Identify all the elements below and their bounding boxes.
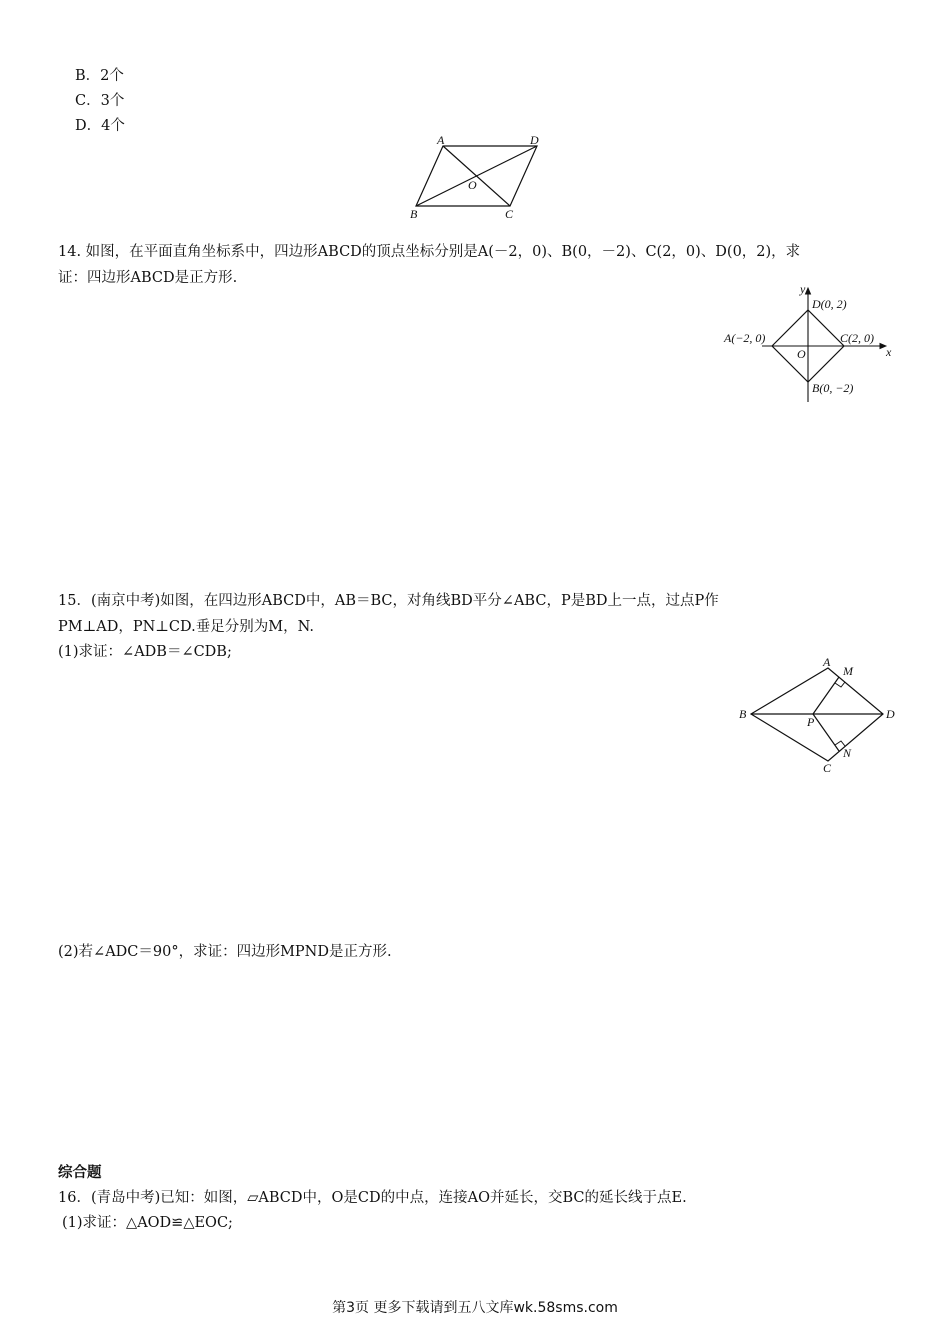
label-n: N bbox=[843, 746, 852, 760]
segment-pn bbox=[813, 714, 839, 751]
option-b-text: 2个 bbox=[100, 68, 124, 84]
question-15-part-1: (1)求证：∠ADB＝∠CDB; bbox=[58, 644, 232, 660]
right-angle-m bbox=[835, 682, 845, 687]
question-15-line-2: PM⊥AD，PN⊥CD.垂足分别为M，N. bbox=[58, 619, 314, 635]
segment-pm bbox=[813, 677, 839, 714]
label-d: D bbox=[886, 707, 895, 721]
y-axis-label: y bbox=[800, 282, 806, 296]
coordinate-square-figure bbox=[722, 282, 894, 407]
label-d-coord: D(0, 2) bbox=[812, 297, 847, 311]
diagonal-bd bbox=[416, 146, 537, 206]
label-b: B bbox=[410, 207, 418, 221]
question-14-line-1: 14. 如图，在平面直角坐标系中，四边形ABCD的顶点坐标分别是A(－2，0)、B(0，－2)、C(2，0)、D(0，2)，求 bbox=[58, 244, 801, 260]
option-b bbox=[75, 64, 124, 85]
question-15-part-2: (2)若∠ADC＝90°，求证：四边形MPND是正方形. bbox=[58, 944, 392, 960]
label-c: C bbox=[823, 761, 832, 775]
question-15-line-1: 15．(南京中考)如图，在四边形ABCD中，AB＝BC，对角线BD平分∠ABC，P是BD上一点，过点P作 bbox=[58, 593, 719, 609]
option-c-text: 3个 bbox=[100, 93, 125, 109]
label-m: M bbox=[843, 664, 853, 678]
section-title: 综合题 bbox=[58, 1165, 102, 1181]
question-16-line-1: 16．(青岛中考)已知：如图，▱ABCD中，O是CD的中点，连接AO并延长，交BC的延长线于点E. bbox=[58, 1190, 687, 1206]
label-c-coord: C(2, 0) bbox=[840, 331, 874, 345]
question-14-line-2: 证：四边形ABCD是正方形. bbox=[58, 270, 238, 286]
parallelogram-figure bbox=[400, 130, 560, 225]
label-a: A bbox=[437, 133, 445, 147]
label-p: P bbox=[807, 715, 815, 729]
label-a: A bbox=[823, 655, 831, 669]
option-d-letter: D． bbox=[75, 118, 102, 134]
label-a-coord: A(−2, 0) bbox=[724, 331, 766, 345]
page-footer: 第3页 更多下载请到五八文库wk.58sms.com bbox=[332, 1300, 618, 1316]
option-d bbox=[75, 114, 125, 135]
label-b-coord: B(0, −2) bbox=[812, 381, 854, 395]
x-axis-label: x bbox=[886, 345, 892, 359]
question-16-part-1: (1)求证：△AOD≌△EOC; bbox=[62, 1215, 233, 1231]
label-b: B bbox=[739, 707, 747, 721]
label-o: O bbox=[468, 178, 477, 192]
label-c: C bbox=[505, 207, 514, 221]
option-d-text: 4个 bbox=[101, 118, 125, 134]
label-d: D bbox=[530, 133, 539, 147]
option-c bbox=[75, 89, 124, 110]
kite-figure bbox=[735, 655, 900, 775]
option-b-letter: B． bbox=[75, 68, 101, 84]
origin-label: O bbox=[797, 347, 806, 361]
option-c-letter: C． bbox=[75, 93, 101, 109]
